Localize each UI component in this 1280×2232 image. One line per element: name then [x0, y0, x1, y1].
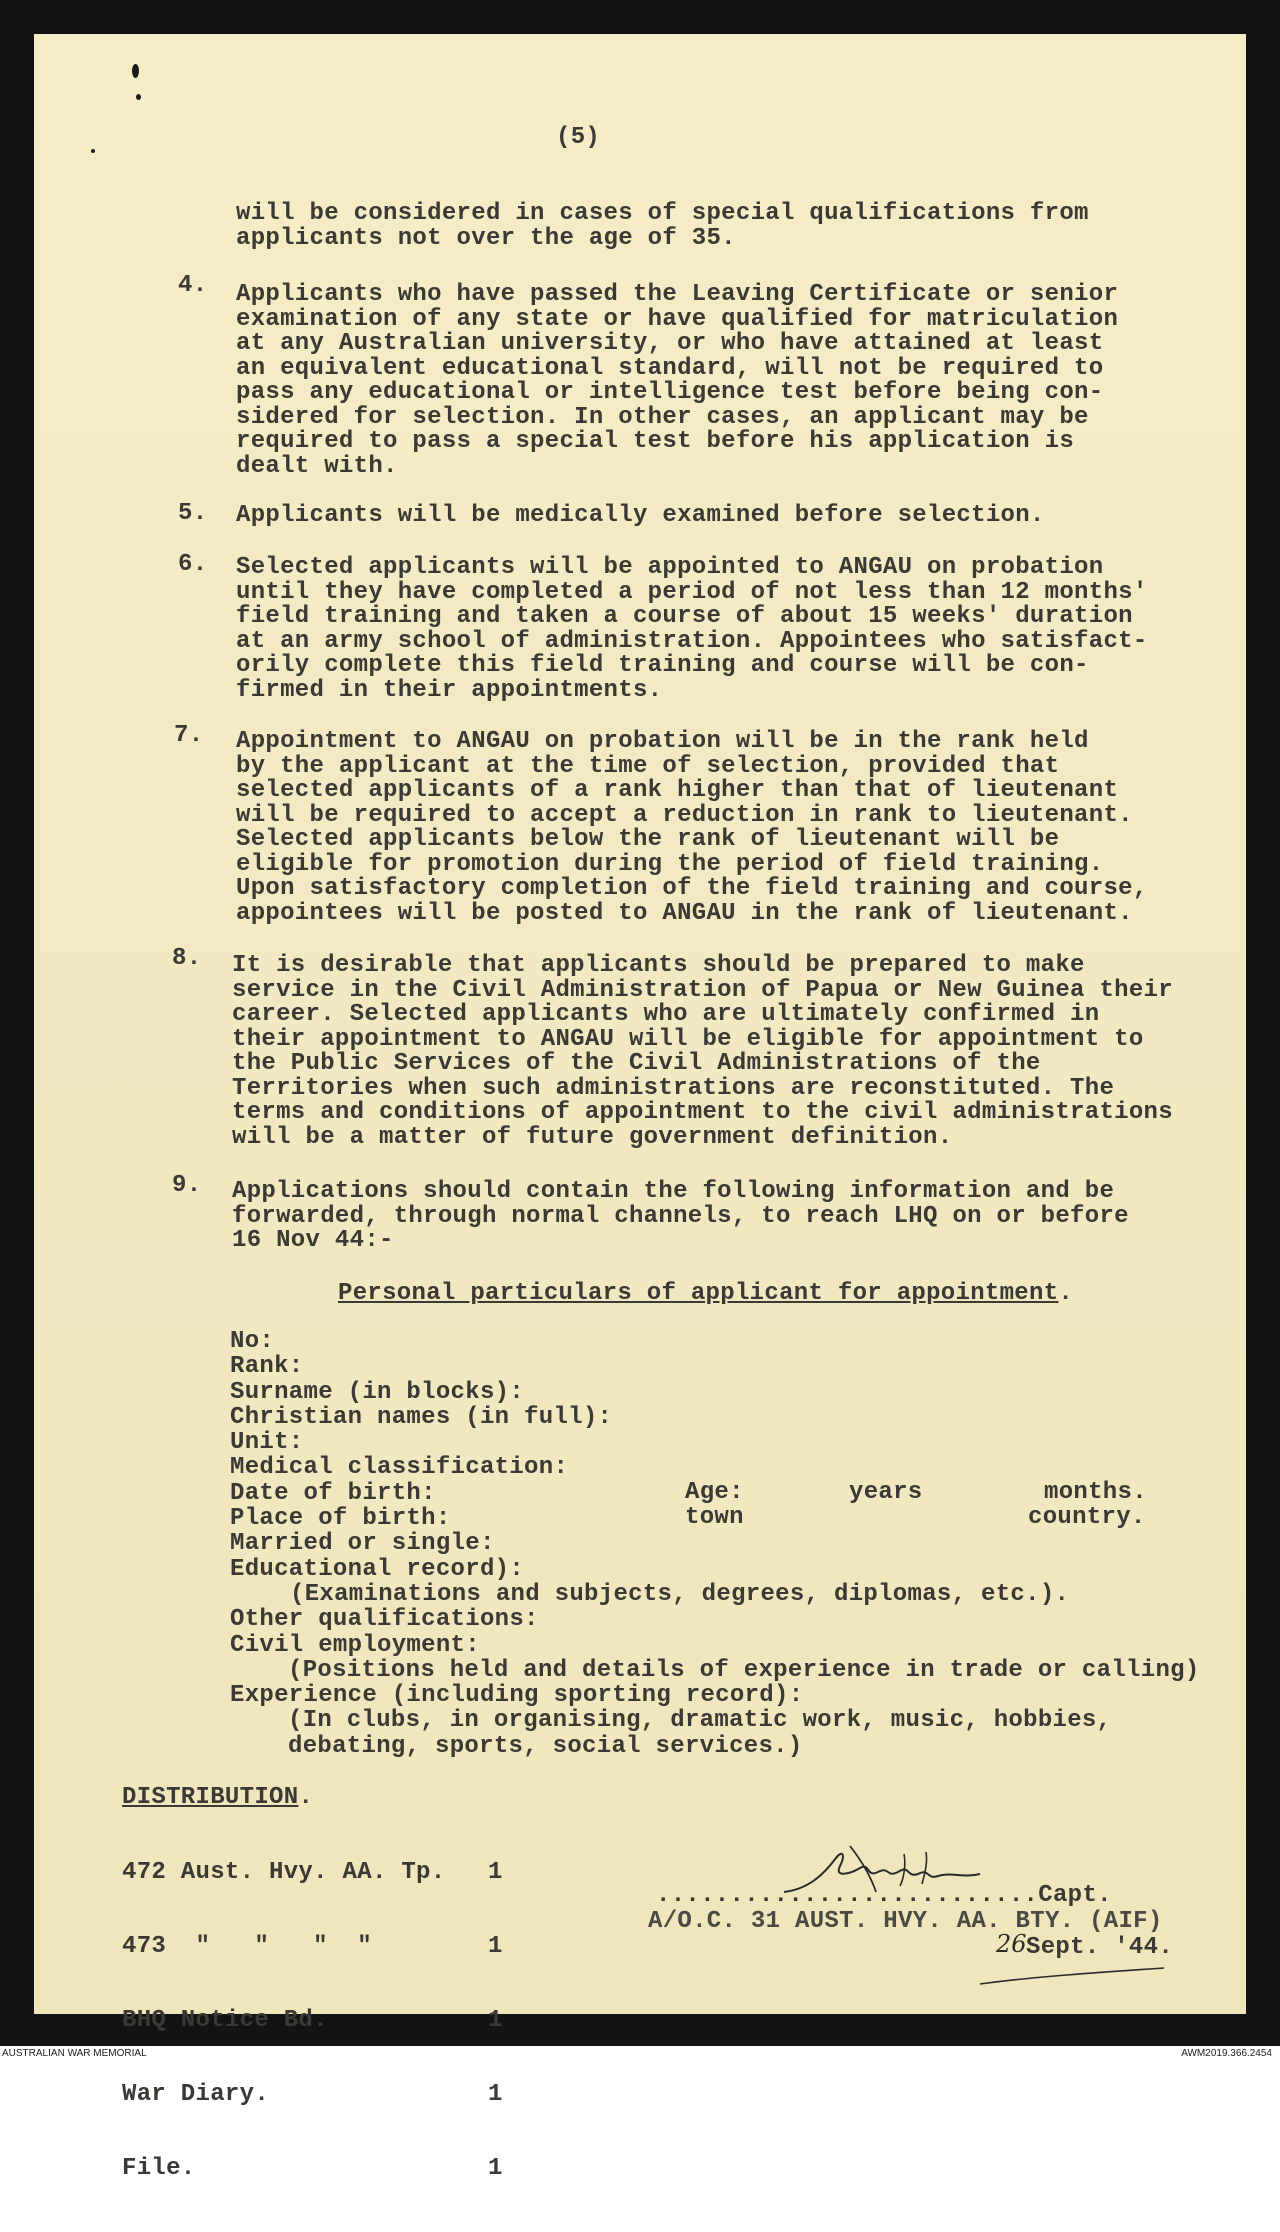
text-line: It is desirable that applicants should be prepared to make [232, 952, 1085, 979]
form-field: (In clubs, in organising, dramatic work, music, hobbies, [288, 1707, 1112, 1735]
intro-paragraph [236, 202, 1089, 251]
distribution-recipient: File. [122, 2155, 196, 2182]
distribution-recipient: 473 " " " " [122, 1933, 372, 1960]
paragraph-6 [236, 556, 1148, 703]
form-heading-period: . [1058, 1280, 1074, 1307]
text-line: pass any educational or intelligence test before being con- [236, 379, 1104, 406]
text-line: will be considered in cases of special qualifications from [236, 200, 1089, 227]
distribution-row [122, 1859, 503, 1886]
text-line: at any Australian university, or who have attained at least [236, 330, 1104, 357]
distribution-heading [122, 1786, 313, 1811]
form-field: Experience (including sporting record): [230, 1682, 804, 1710]
distribution-count: 1 [488, 1933, 503, 1960]
handwritten-stroke [974, 1954, 1174, 1994]
text-line: sidered for selection. In other cases, an applicant may be [236, 403, 1089, 431]
form-field: Place of birth: [230, 1505, 451, 1533]
form-field: (Examinations and subjects, degrees, diplomas, etc.). [290, 1580, 1070, 1608]
paragraph-7 [236, 730, 1148, 926]
distribution-recipient: 472 Aust. Hvy. AA. Tp. [122, 1859, 446, 1886]
form-field: Date of birth: [230, 1479, 436, 1507]
form-heading [338, 1282, 1073, 1307]
page-number: (5) [556, 124, 601, 151]
text-line: firmed in their appointments. [236, 676, 663, 704]
text-line: Upon satisfactory completion of the field training and course, [236, 875, 1148, 902]
distribution-count: 1 [488, 2155, 503, 2182]
form-fields [230, 1329, 1200, 1759]
punch-hole-mark [136, 94, 141, 100]
months-label: months. [1044, 1479, 1147, 1506]
text-line: Applications should contain the following information and be [232, 1178, 1115, 1205]
form-field: Other qualifications: [230, 1606, 539, 1634]
form-field: Medical classification: [230, 1454, 569, 1482]
handwritten-day: 26 [996, 1930, 1027, 1958]
text-line: Appointment to ANGAU on probation will be in the rank held [236, 728, 1089, 755]
text-line: orily complete this field training and course will be con- [236, 652, 1089, 679]
signatory-title: A/O.C. 31 AUST. HVY. AA. BTY. (AIF) [648, 1908, 1163, 1935]
paragraph-number: 5. [178, 500, 208, 527]
distribution-recipient: BHQ Notice Bd. [122, 2007, 328, 2034]
text-line: required to pass a special test before his application is [236, 428, 1075, 455]
text-line: by the applicant at the time of selection, provided that [236, 752, 1060, 780]
distribution-heading-period: . [298, 1784, 314, 1811]
form-field: debating, sports, social services.) [288, 1732, 803, 1760]
text-line: terms and conditions of appointment to the civil administrations [232, 1099, 1173, 1126]
archive-reference: AWM2019.366.2454 [1181, 2048, 1272, 2059]
archive-caption: AUSTRALIAN WAR MEMORIAL [2, 2048, 147, 2059]
signature-date: Sept. '44. [1026, 1934, 1174, 1961]
distribution-row [122, 2081, 503, 2108]
text-line: 16 Nov 44:- [232, 1227, 394, 1254]
distribution-count: 1 [488, 2081, 503, 2108]
form-field: Surname (in blocks): [230, 1378, 525, 1406]
text-line: the Public Services of the Civil Administrations of the [232, 1050, 1041, 1077]
text-line: dealt with. [236, 452, 398, 480]
form-field: Unit: [230, 1429, 304, 1457]
paragraph-number: 4. [178, 272, 208, 299]
paragraph-number: 8. [172, 945, 202, 972]
text-line: an equivalent educational standard, will not be required to [236, 354, 1104, 382]
punch-hole-mark [132, 64, 139, 78]
distribution-row [122, 1933, 503, 1960]
punch-hole-mark [91, 149, 95, 153]
text-line: career. Selected applicants who are ultimately confirmed in [232, 1001, 1100, 1028]
distribution-heading-text: DISTRIBUTION [122, 1784, 299, 1811]
form-field: Christian names (in full): [230, 1403, 613, 1431]
distribution-count: 1 [488, 1859, 503, 1886]
paragraph-5 [236, 504, 1045, 529]
text-line: Selected applicants will be appointed to ANGAU on probation [236, 554, 1104, 581]
form-field: Married or single: [230, 1530, 495, 1558]
text-line: appointees will be posted to ANGAU in the rank of lieutenant. [236, 899, 1133, 927]
distribution-list [122, 1812, 503, 2231]
town-label: town [685, 1504, 744, 1531]
text-line: examination of any state or have qualified for matriculation [236, 305, 1119, 333]
text-line: will be a matter of future government definition. [232, 1123, 953, 1151]
text-line: Applicants who have passed the Leaving Certificate or senior [236, 281, 1119, 308]
paragraph-8 [232, 954, 1173, 1150]
distribution-count: 1 [488, 2007, 503, 2034]
form-field: (Positions held and details of experience in trade or calling) [288, 1656, 1200, 1684]
text-line: until they have completed a period of not less than 12 months' [236, 578, 1148, 606]
paragraph-number: 9. [172, 1172, 202, 1199]
text-line: Selected applicants below the rank of lieutenant will be [236, 826, 1060, 853]
distribution-row [122, 2155, 503, 2182]
text-line: their appointment to ANGAU will be eligible for appointment to [232, 1025, 1144, 1053]
distribution-recipient: War Diary. [122, 2081, 270, 2108]
text-line: at an army school of administration. Appointees who satisfact- [236, 627, 1148, 655]
years-label: years [849, 1479, 923, 1506]
form-field: No: [230, 1328, 275, 1355]
signature-rank-line: ..........................Capt. [656, 1882, 1112, 1909]
form-field: Rank: [230, 1353, 304, 1381]
country-label: country. [1028, 1504, 1146, 1531]
text-line: Applicants will be medically examined before selection. [236, 502, 1045, 529]
form-field: Educational record): [230, 1555, 525, 1583]
text-line: Territories when such administrations are reconstituted. The [232, 1074, 1115, 1102]
text-line: applicants not over the age of 35. [236, 224, 736, 252]
text-line: forwarded, through normal channels, to reach LHQ on or before [232, 1202, 1129, 1230]
text-line: service in the Civil Administration of Papua or New Guinea their [232, 976, 1173, 1004]
form-heading-text: Personal particulars of applicant for appointment [338, 1280, 1059, 1307]
paragraph-number: 7. [174, 722, 204, 749]
text-line: field training and taken a course of about 15 weeks' duration [236, 603, 1133, 630]
paragraph-9 [232, 1180, 1129, 1254]
paragraph-number: 6. [178, 551, 208, 578]
age-label: Age: [685, 1479, 744, 1506]
distribution-row [122, 2007, 503, 2034]
text-line: eligible for promotion during the period of field training. [236, 850, 1104, 878]
text-line: selected applicants of a rank higher than that of lieutenant [236, 777, 1119, 804]
paragraph-4 [236, 283, 1118, 479]
text-line: will be required to accept a reduction in rank to lieutenant. [236, 801, 1133, 829]
form-field: Civil employment: [230, 1631, 480, 1659]
